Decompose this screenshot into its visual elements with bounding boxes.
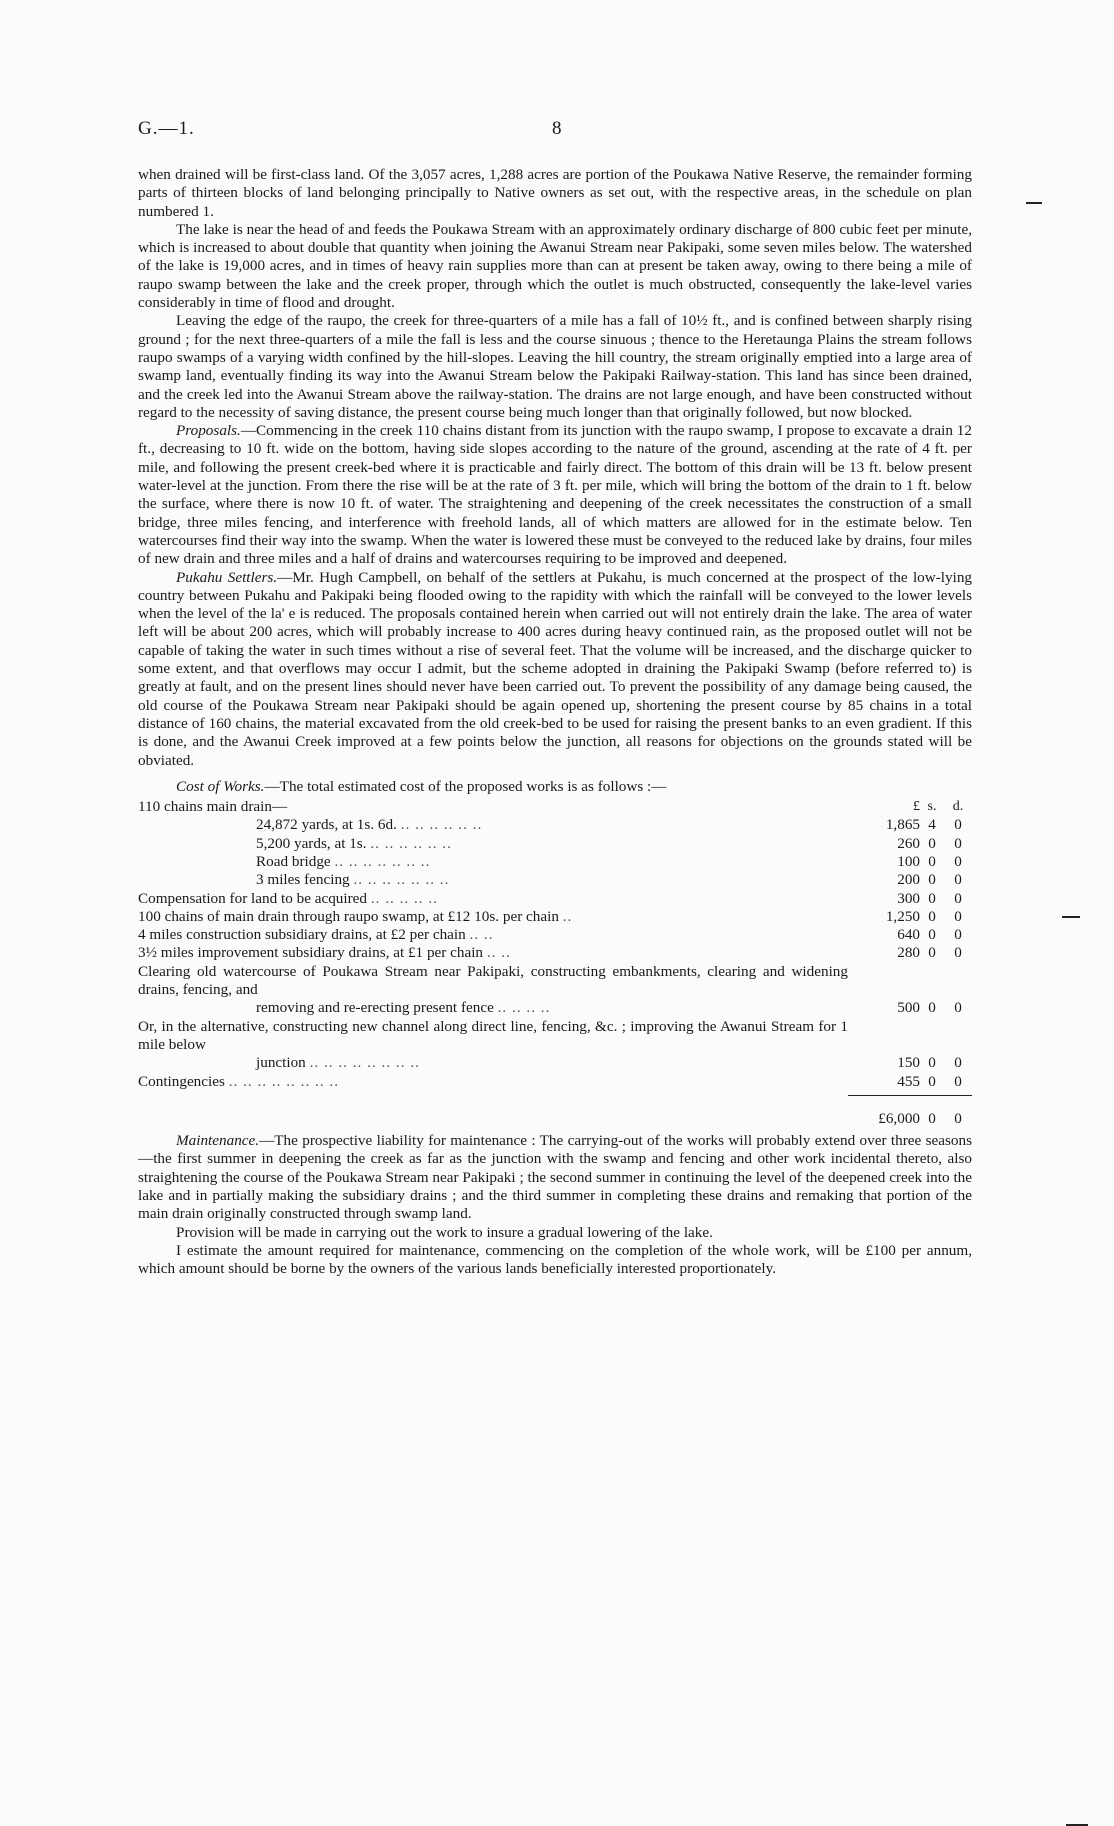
- cost-table: [138, 798, 972, 1128]
- maintenance-heading: Maintenance.: [176, 1132, 260, 1150]
- cost-label: 4 miles construction subsidiary drains, at £2 per chain .. ..: [138, 926, 494, 944]
- cost-row: 3½ miles improvement subsidiary drains, at £1 per chain .. .. 280 0 0: [138, 944, 962, 962]
- paragraph-raupo: Leaving the edge of the raupo, the creek for three-quarters of a mile has a fall of 10½ ft., and is confined between sharply rising ground ; for the next three-quarters of a mile the fall is less and the course sinuous ; thence to the Heretaunga Plains the stream follows raupo swamps of a varying width confined by the hill-slopes. Leaving the hill country, the stream originally emptied into a large area of swamp land, eventually finding its way into the Awanui Stream below the Pakipaki Railway-station. This land has since been drained, and the creek led into the Awanui Stream above the railway-station. The drains are not large enough, and have been constructed without regard to the necessity of saving distance, the present course being much longer than that originally followed, but now blocked.: [138, 312, 972, 421]
- pence-header: d.: [952, 799, 964, 815]
- cost-row: [138, 963, 972, 1000]
- cost-row: 3 miles fencing .. .. .. .. .. .. .. 200 0 0: [138, 871, 972, 889]
- report-body: [138, 166, 972, 1279]
- cost-label: Clearing old watercourse of Poukawa Stream near Pakipaki, constructing embankments, clearing and widening drains, fencing, and: [138, 962, 848, 999]
- paragraph-estimate: I estimate the amount required for maintenance, commencing on the completion of the whole work, will be £100 per annum, which amount should be borne by the owners of the various lands beneficially interested proportionately.: [138, 1241, 972, 1278]
- total-pounds: £6,000: [878, 1109, 920, 1127]
- pukahu-heading: Pukahu Settlers.: [176, 568, 278, 586]
- cost-heading: Cost of Works.: [176, 777, 265, 795]
- cost-row: Compensation for land to be acquired .. .. .. .. .. 300 0 0: [138, 889, 962, 907]
- paragraph-provision: Provision will be made in carrying out the work to insure a gradual lowering of the lake.: [176, 1223, 713, 1241]
- page-header: [138, 118, 918, 148]
- document-reference: G.—1.: [138, 118, 195, 139]
- cost-row: 100 chains of main drain through raupo swamp, at £12 10s. per chain .. 1,250 0 0: [138, 907, 962, 925]
- cost-total-row: [138, 1095, 972, 1128]
- cost-label: 110 chains main drain—: [138, 798, 288, 816]
- cost-row: 5,200 yards, at 1s. .. .. .. .. .. .. 260 0 0: [138, 835, 972, 853]
- proposals-text: —Commencing in the creek 110 chains distant from its junction with the raupo swamp, I propose to excavate a drain 12 ft., decreasing to 10 ft. wide on the bottom, having side slopes according to the nature of the ground, ascending at the rate of 4 ft. per mile, and following the present creek-bed where it is practicable and fairly direct. The bottom of this drain will be 13 ft. below present water-level at the junction. From there the rise will be at the rate of 3 ft. per mile, which will bring the bottom of the drain to 1 ft. below the surface, where there is now 10 ft. of water. The straightening and deepening of the creek necessitates the construction of a small bridge, three miles fencing, and interference with freehold lands, all of which matters are allowed for in the estimate below. Ten watercourses find their way into the swamp. When the water is lowered these must be conveyed to the reduced lake by drains, four miles of new drain and three miles and a half of drains and watercourses requiring to be improved and deepened.: [138, 422, 972, 568]
- cost-label: 3½ miles improvement subsidiary drains, at £1 per chain .. ..: [138, 944, 511, 962]
- cost-label: Contingencies .. .. .. .. .. .. .. ..: [138, 1072, 340, 1090]
- paragraph-proposals: [138, 422, 972, 568]
- maintenance-text: —The prospective liability for maintenance : The carrying-out of the works will probably extend over three seasons—the first summer in deepening the creek as far as the junction with the swamp and fencing and other work incidental thereto, also straightening the course of the Poukawa Stream near Pakipaki ; the second summer in continuing the level of the deepened creek into the lake and in partially making the subsidiary drains ; and the third summer in completing these drains and remaking that portion of the main drain originally constructed through swamp land.: [138, 1132, 972, 1223]
- cost-row: Road bridge .. .. .. .. .. .. .. 100 0 0: [138, 853, 972, 871]
- margin-mark: [1062, 916, 1080, 918]
- cost-row: 24,872 yards, at 1s. 6d. .. .. .. .. .. .. 1,865 4 0: [138, 816, 972, 834]
- cost-row: junction .. .. .. .. .. .. .. .. 150 0 0: [138, 1054, 972, 1072]
- shillings-header: s.: [927, 799, 937, 815]
- cost-row: [138, 1018, 972, 1055]
- cost-label: Road bridge .. .. .. .. .. .. ..: [256, 852, 431, 870]
- cost-label: removing and re-erecting present fence .. .. .. ..: [256, 999, 551, 1017]
- paragraph-lake: The lake is near the head of and feeds the Poukawa Stream with an approximately ordinary discharge of 800 cubic feet per minute, which is increased to about double that quantity when joining the Awanui Stream near Pakipaki, some seven miles below. The watershed of the lake is 19,000 acres, and in times of heavy rain supplies more than can at present be taken away, owing to there being a mile of raupo swamp between the lake and the creek proper, through which the outlet is much obstructed, consequently the lake-level varies considerably in time of flood and drought.: [138, 220, 972, 312]
- margin-mark: [1026, 202, 1042, 204]
- cost-label: 5,200 yards, at 1s. .. .. .. .. .. ..: [256, 834, 452, 852]
- cost-label: Or, in the alternative, constructing new channel along direct line, fencing, &c. ; improving the Awanui Stream for 1 mile below: [138, 1017, 848, 1053]
- cost-row: removing and re-erecting present fence .. .. .. .. 500 0 0: [138, 999, 972, 1017]
- page-number: 8: [552, 118, 562, 139]
- total-pence: 0: [954, 1109, 962, 1127]
- cost-row: Contingencies .. .. .. .. .. .. .. .. 455 0 0: [138, 1072, 962, 1090]
- cost-label: Compensation for land to be acquired .. .. .. .. ..: [138, 889, 438, 907]
- cost-table-body: [138, 798, 972, 1128]
- proposals-heading: Proposals.: [176, 422, 241, 440]
- paragraph-maintenance: [138, 1132, 972, 1223]
- cost-label: 24,872 yards, at 1s. 6d. .. .. .. .. .. ..: [256, 816, 483, 834]
- total-shillings: 0: [928, 1109, 936, 1127]
- paragraph-pukahu-settlers: [138, 569, 972, 770]
- cost-row: 4 miles construction subsidiary drains, at £2 per chain .. .. 640 0 0: [138, 926, 962, 944]
- pukahu-text: —Mr. Hugh Campbell, on behalf of the settlers at Pukahu, is much concerned at the prospect of the low-lying country between Pukahu and Pakipaki being flooded owing to the rapidity with which the rainfall will be conveyed to the lower levels when the level of the la' e is reduced. The proposals contained herein when carried out will not entirely drain the lake. The area of water left will be about 200 acres, which will probably increase to 400 acres during heavy continued rain, as the proposed outlet will not be capable of taking the water in such times without a rise of several feet. That the volume will be increased, and the discharge quicker to some extent, and that overflows may occur I admit, but the scheme adopted in draining the Pakipaki Swamp (before referred to) is greatly at fault, and on the present lines should never have been carried out. To prevent the possibility of any damage being caused, the old course of the Poukawa Stream near Pakipaki should be again opened up, shortening the present course by 85 chains in a total distance of 160 chains, the material excavated from the old creek-bed to be used for raising the present banks to an even gradient. If this is done, and the Awanui Creek improved at a few points below the junction, all reasons for objections on the grounds stated will be obviated.: [138, 568, 973, 769]
- paragraph-land: when drained will be first-class land. Of the 3,057 acres, 1,288 acres are portion of the Poukawa Native Reserve, the remainder forming parts of thirteen blocks of land belonging principally to Native owners as set out, with the respective areas, in the schedule on plan numbered 1.: [138, 166, 972, 220]
- cost-label: junction .. .. .. .. .. .. .. ..: [256, 1054, 420, 1072]
- cost-of-works-intro: [138, 778, 972, 796]
- cost-intro-text: —The total estimated cost of the proposed works is as follows :—: [264, 777, 667, 795]
- pounds-header: £: [913, 799, 920, 815]
- cost-label: 100 chains of main drain through raupo swamp, at £12 10s. per chain ..: [138, 907, 573, 925]
- cost-label: 3 miles fencing .. .. .. .. .. .. ..: [256, 871, 450, 889]
- cost-row: [138, 798, 972, 816]
